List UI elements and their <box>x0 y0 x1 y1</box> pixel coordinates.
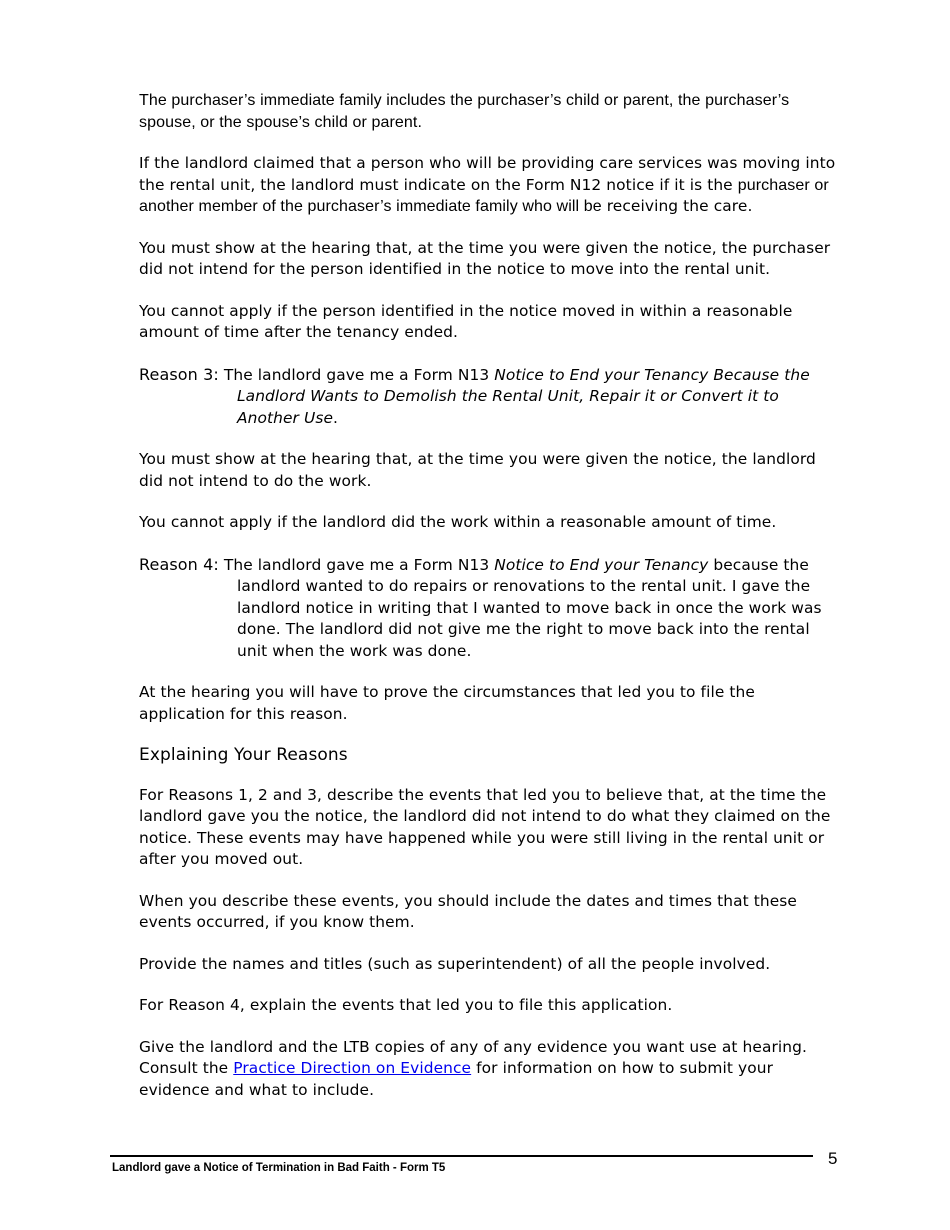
reason-4-text: The landlord gave me a Form N13 <box>218 555 495 574</box>
reason-3-end: . <box>333 408 339 427</box>
reason-3 <box>139 364 839 430</box>
reason-4-notice-title: Notice to End your Tenancy <box>494 555 709 574</box>
paragraph-dates-times: When you describe these events, you should include the dates and times that these events occurred, if you know them. <box>139 891 797 931</box>
paragraph-immediate-family: The purchaser’s immediate family includes the purchaser’s child or parent, the purchaser’s spouse, or the spouse’s child or parent. <box>139 92 790 131</box>
reason-3-text: The landlord gave me a Form N13 <box>218 365 495 384</box>
reason-4 <box>139 554 839 663</box>
paragraph-reasons-1-2-3: For Reasons 1, 2 and 3, describe the events that led you to believe that, at the time the landlord gave you the notice, the landlord did not intend to do what they claimed on the notice. These events may have happened while you were still living in the rental unit or after you moved out. <box>139 785 831 868</box>
reason-4-label: Reason 4: <box>139 554 219 574</box>
evidence-text-1: Give the landlord and the LTB copies of any of any evidence you want use at hearing. Consult the <box>139 1037 808 1077</box>
paragraph-purchaser-intent: You must show at the hearing that, at the time you were given the notice, the purchaser did not intend for the person identified in the notice to move into the rental unit. <box>139 238 831 278</box>
paragraph-work-done: You cannot apply if the landlord did the work within a reasonable amount of time. <box>139 513 777 531</box>
paragraph-landlord-intent: You must show at the hearing that, at the time you were given the notice, the landlord did not intend to do the work. <box>139 450 816 490</box>
paragraph-evidence <box>139 1037 839 1102</box>
footer-divider <box>110 1155 813 1157</box>
paragraph-reason-4-explain: For Reason 4, explain the events that led you to file this application. <box>139 996 673 1014</box>
care-services-text-2: purchaser or another member of the purchaser’s immediate family who will be <box>139 176 829 215</box>
reason-3-notice-title: Notice to End your Tenancy Because the Landlord Wants to Demolish the Rental Unit, Repair it or Convert it to Another Use <box>237 365 810 427</box>
paragraph-prove-circumstances: At the hearing you will have to prove the circumstances that led you to file the application for this reason. <box>139 683 755 723</box>
care-services-text-3: receiving the care. <box>601 197 753 215</box>
footer-title: Landlord gave a Notice of Termination in Bad Faith - Form T5 <box>112 1162 446 1174</box>
paragraph-care-services <box>139 153 839 218</box>
paragraph-names-titles: Provide the names and titles (such as superintendent) of all the people involved. <box>139 954 771 973</box>
practice-direction-link[interactable]: Practice Direction on Evidence <box>233 1059 472 1077</box>
evidence-text-2: for information on how to submit your evidence and what to include. <box>139 1059 774 1099</box>
section-heading: Explaining Your Reasons <box>139 745 348 765</box>
care-services-text-1: If the landlord claimed that a person who will be providing care services was moving into the rental unit, the landlord must indicate on the Form N12 notice if it is the <box>139 154 836 194</box>
page-number: 5 <box>828 1149 838 1168</box>
reason-3-label: Reason 3: <box>139 364 219 384</box>
reason-4-end: because the landlord wanted to do repairs or renovations to the rental unit. I gave the landlord notice in writing that I wanted to move back in once the work was done. The landlord did not give me the right to move back into the rental unit when the work was done. <box>237 555 822 660</box>
paragraph-reasonable-time: You cannot apply if the person identified in the notice moved in within a reasonable amount of time after the tenancy ended. <box>139 301 793 341</box>
document-body <box>139 90 839 1121</box>
